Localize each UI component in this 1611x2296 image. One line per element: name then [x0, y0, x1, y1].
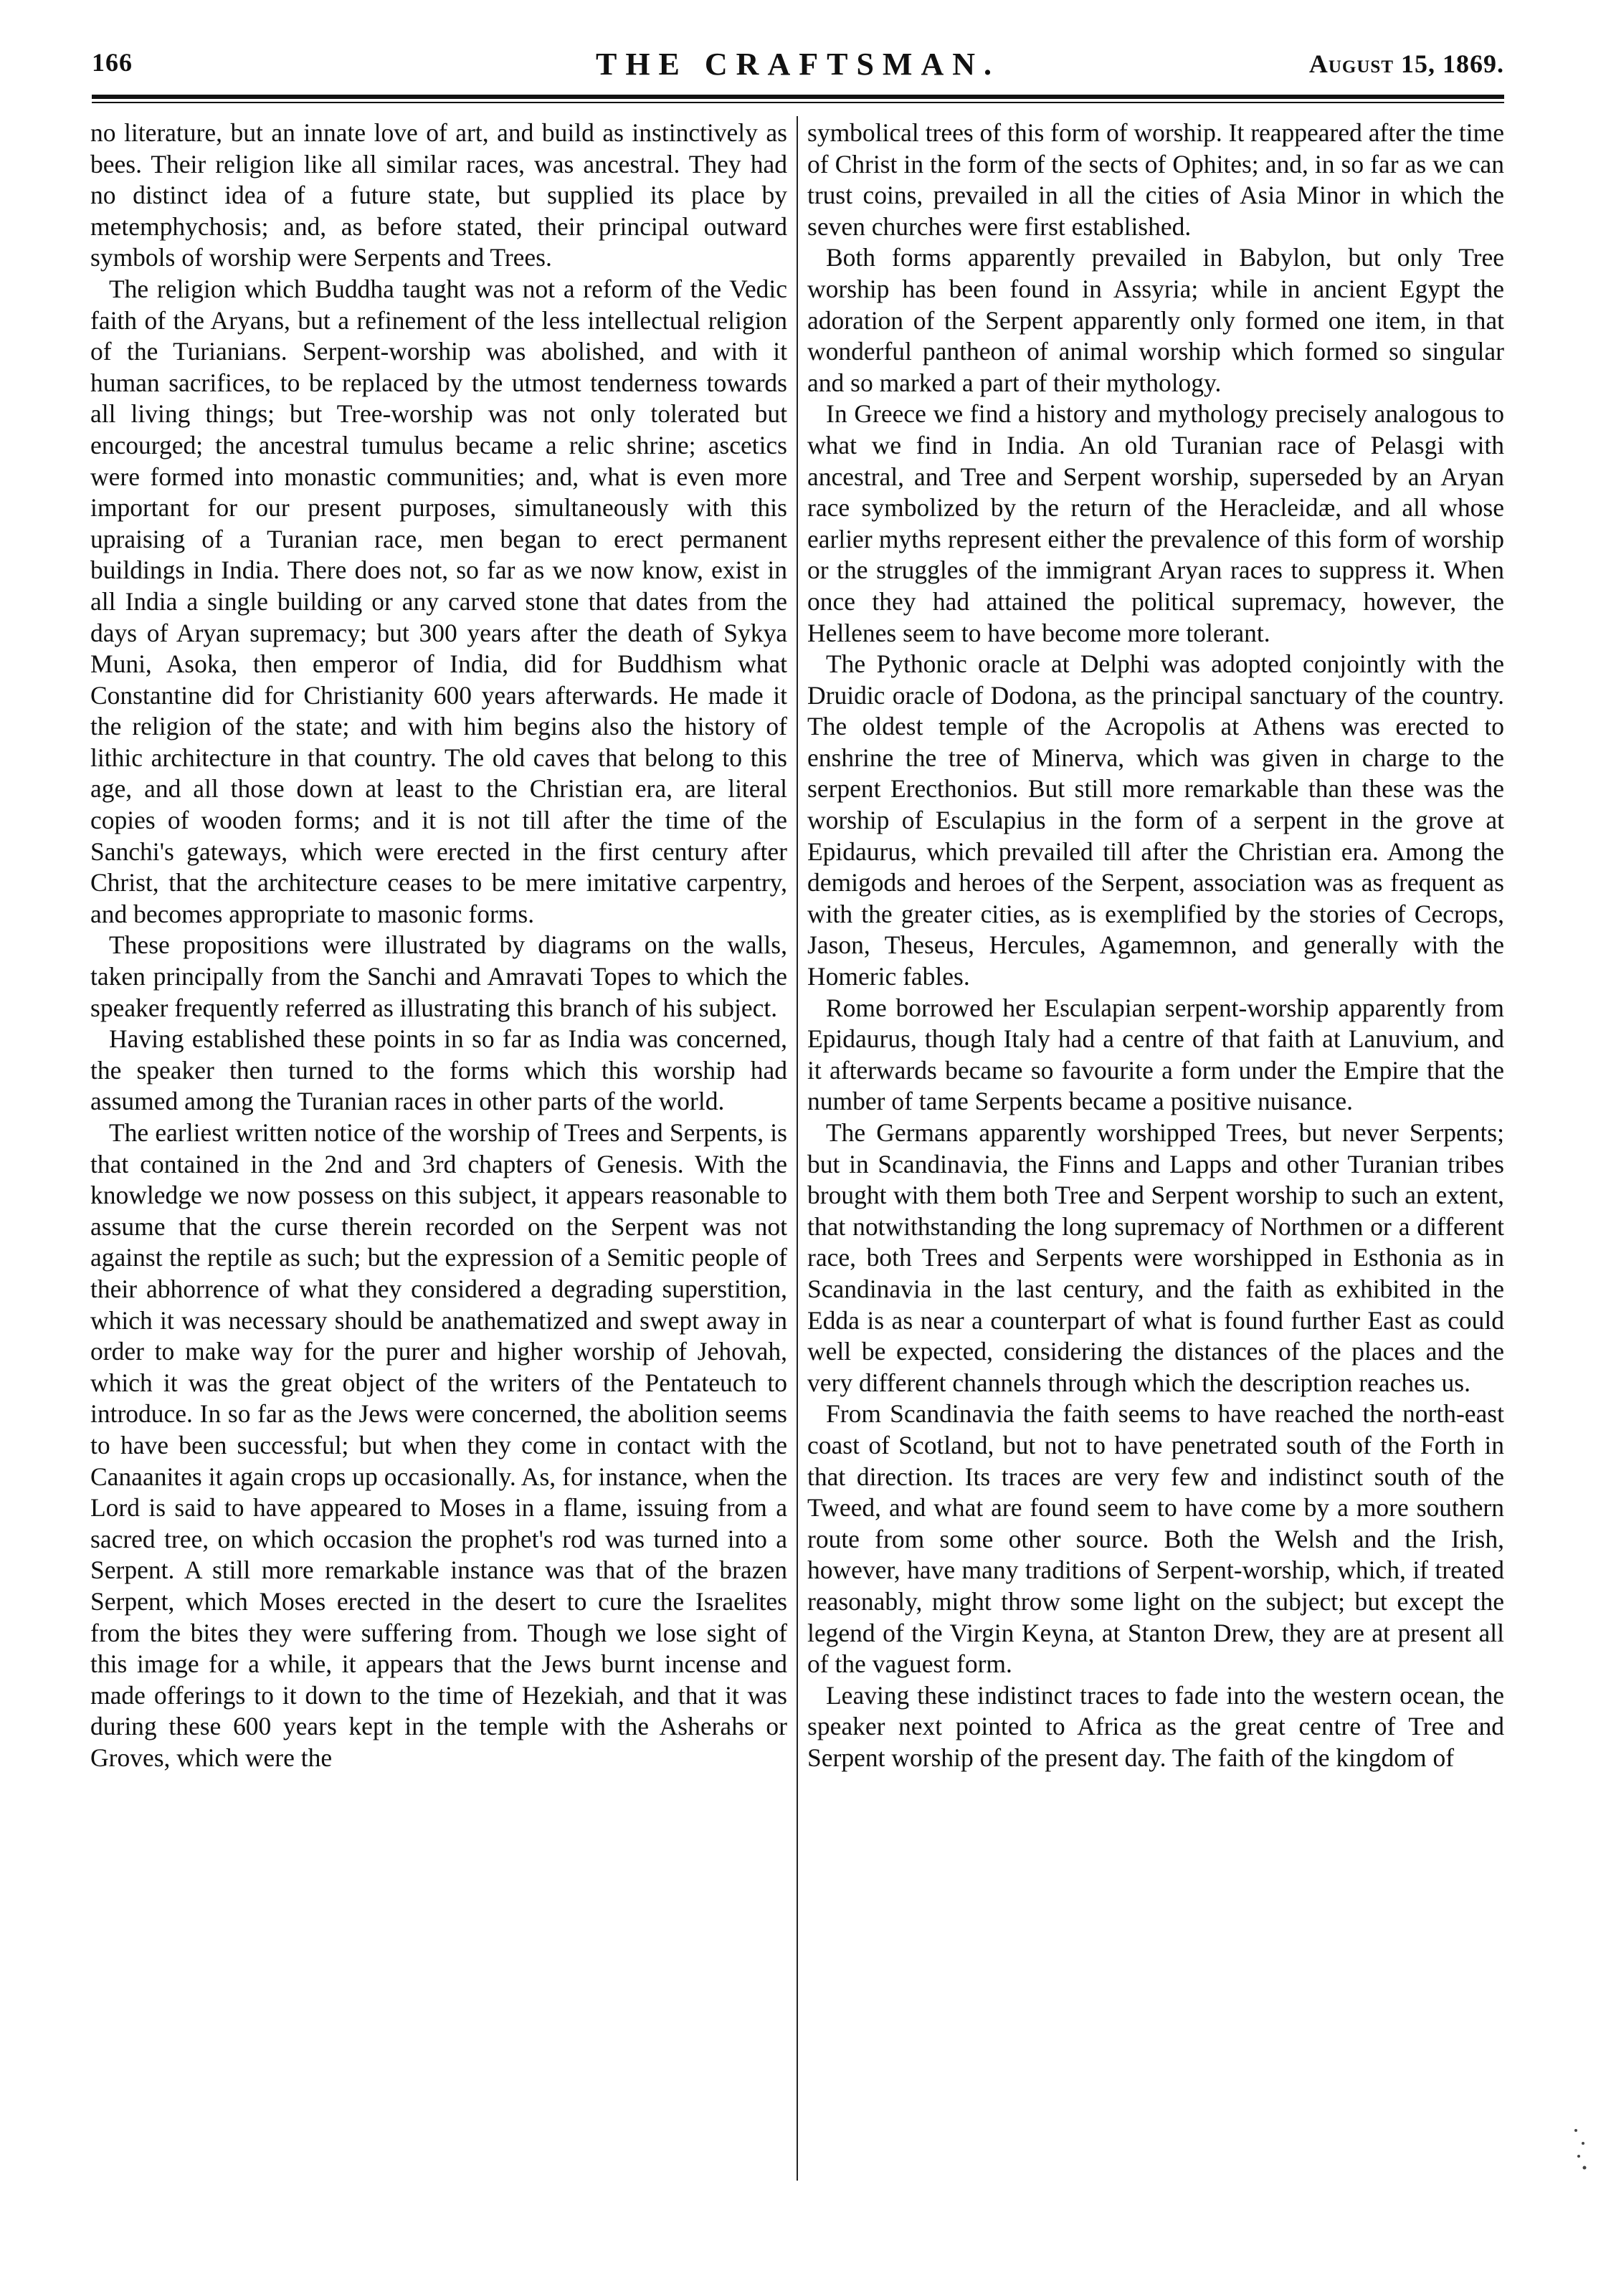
- paragraph: From Scandinavia the faith seems to have reached the north-east coast of Scotland, but not to have penetrated south of the Forth in that direction. Its traces are very few and indistinct south of the Tweed, and what are found seem to have come by a more southern route from some other source. Both the Welsh and the Irish, however, have many traditions of Serpent-worship, which, if treated reasonably, might throw some light on the subject; but except the legend of the Virgin Keyna, at Stanton Drew, they are at present all of the vaguest form.: [807, 1399, 1504, 1679]
- issue-date: August 15, 1869.: [1308, 49, 1504, 78]
- paragraph: These propositions were illustrated by diagrams on the walls, taken principally from the Sanchi and Amravati Topes to which the speaker frequently referred as illustrating this branch of his subject.: [90, 930, 787, 1022]
- right-column: [807, 118, 1504, 1773]
- paragraph: Both forms apparently prevailed in Babylon, but only Tree worship has been found in Assyria; while in ancient Egypt the adoration of the Serpent apparently only formed one item, in that wonderful pantheon of animal worship which formed so singular and so marked a part of their mythology.: [807, 243, 1504, 397]
- paragraph: Having established these points in so far as India was concerned, the speaker then turned to the forms which this worship had assumed among the Turanian races in other parts of the world.: [90, 1024, 787, 1116]
- margin-ink-speck: [1569, 2122, 1597, 2179]
- paragraph: no literature, but an innate love of art, and build as instinctively as bees. Their religion like all similar races, was ancestral. They had no distinct idea of a future state, but supplied its place by metemphychosis; and, as before stated, their principal outward symbols of worship were Serpents and Trees.: [90, 118, 787, 272]
- paragraph: The Pythonic oracle at Delphi was adopted conjointly with the Druidic oracle of Dodona, as the principal sanctuary of the country. The oldest temple of the Acropolis at Athens was erected to enshrine the tree of Minerva, which was given in charge to the serpent Erecthonios. But still more remarkable than these was the worship of Esculapius in the form of a serpent in the grove at Epidaurus, which prevailed till after the Christian era. Among the demigods and heroes of the Serpent, association was as frequent as with the greater cities, as is exemplified by the stories of Cecrops, Jason, Theseus, Hercules, Agamemnon, and generally with the Homeric fables.: [807, 649, 1504, 991]
- left-column: [90, 118, 787, 1773]
- page-header: [92, 47, 1504, 90]
- header-rule-thin: [92, 102, 1504, 103]
- paragraph: symbolical trees of this form of worship. It reappeared after the time of Christ in the form of the sects of Ophites; and, in so far as we can trust coins, prevailed in all the cities of Asia Minor in which the seven churches were first established.: [807, 118, 1504, 241]
- paragraph: The religion which Buddha taught was not a reform of the Vedic faith of the Aryans, but a refinement of the less intellectual religion of the Turianians. Serpent-worship was abolished, and with it human sacrifices, to be replaced by the utmost tenderness towards all living things; but Tree-worship was not only tolerated but encourged; the ancestral tumulus became a relic shrine; ascetics were formed into monastic communities; and, what is even more important for our present purposes, simultaneously with this upraising of a Turanian race, men began to erect permanent buildings in India. There does not, so far as we now know, exist in all India a single building or any carved stone that dates from the days of Aryan supremacy; but 300 years after the death of Sykya Muni, Asoka, then emperor of India, did for Buddhism what Constantine did for Christianity 600 years afterwards. He made it the religion of the state; and with him begins also the history of lithic architecture in that country. The old caves that belong to this age, and all those down at least to the Christian era, are literal copies of wooden forms; and it is not till after the time of the Sanchi's gateways, which were erected in the first century after Christ, that the architecture ceases to be mere imitative carpentry, and becomes appropriate to masonic forms.: [90, 274, 787, 928]
- page-number: 166: [92, 48, 133, 77]
- paragraph: In Greece we find a history and mythology precisely analogous to what we find in India. An old Turanian race of Pelasgi with ancestral, and Tree and Serpent worship, superseded by an Aryan race symbolized by the return of the Heracleidæ, and all whose earlier myths represent either the prevalence of this form of worship or the struggles of the immigrant Aryan races to suppress it. When once they had attained the political supremacy, however, the Hellenes seem to have become more tolerant.: [807, 399, 1504, 647]
- paragraph: The earliest written notice of the worship of Trees and Serpents, is that contained in the 2nd and 3rd chapters of Genesis. With the knowledge we now possess on this subject, it appears reasonable to assume that the curse therein recorded on the Serpent was not against the reptile as such; but the expression of a Semitic people of their abhorrence of what they considered a degrading superstition, which it was necessary should be anathematized and swept away in order to make way for the purer and higher worship of Jehovah, which it was the great object of the writers of the Pentateuch to introduce. In so far as the Jews were concerned, the abolition seems to have been successful; but when they come in contact with the Canaanites it again crops up occasionally. As, for instance, when the Lord is said to have appeared to Moses in a flame, issuing from a sacred tree, on which occasion the prophet's rod was turned into a Serpent. A still more remarkable instance was that of the brazen Serpent, which Moses erected in the desert to cure the Israelites from the bites they were suffering from. Though we lose sight of this image for a while, it appears that the Jews burnt incense and made offerings to it down to the time of Hezekiah, and that it was during these 600 years kept in the temple with the Asherahs or Groves, which were the: [90, 1118, 787, 1772]
- paragraph: Leaving these indistinct traces to fade into the western ocean, the speaker next pointed to Africa as the great centre of Tree and Serpent worship of the present day. The faith of the kingdom of: [807, 1680, 1504, 1772]
- header-rule-thick: [92, 95, 1504, 99]
- column-divider: [797, 116, 798, 2181]
- journal-title: THE CRAFTSMAN.: [595, 47, 1001, 82]
- paragraph: The Germans apparently worshipped Trees, but never Serpents; but in Scandinavia, the Finns and Lapps and other Turanian tribes brought with them both Tree and Serpent worship to such an extent, that notwithstanding the long supremacy of Northmen or a different race, both Trees and Serpents were worshipped in Esthonia as in Scandinavia in the last century, and the faith as exhibited in the Edda is as near a counterpart of what is found further East as could well be expected, considering the distances of the places and the very different channels through which the description reaches us.: [807, 1118, 1504, 1397]
- paragraph: Rome borrowed her Esculapian serpent-worship apparently from Epidaurus, though Italy had a centre of that faith at Lanuvium, and it afterwards became so favourite a form under the Empire that the number of tame Serpents became a positive nuisance.: [807, 993, 1504, 1116]
